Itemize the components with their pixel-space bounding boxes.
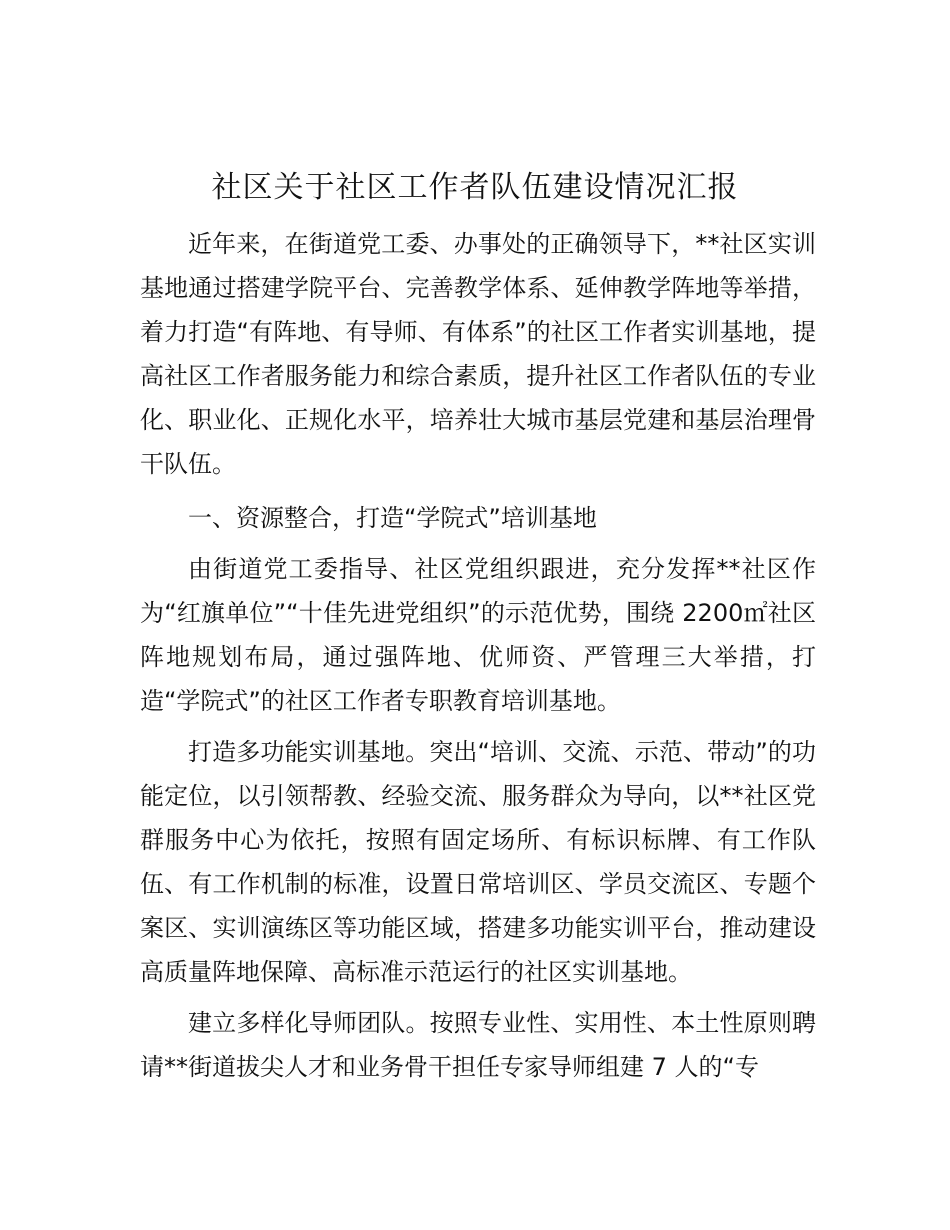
paragraph-intro: 近年来，在街道党工委、办事处的正确领导下，**社区实训基地通过搭建学院平台、完善教学体系、延伸教学阵地等举措，着力打造“有阵地、有导师、有体系”的社区工作者实训基地，提高社区工作者服务能力和综合素质，提升社区工作者队伍的专业化、职业化、正规化水平，培养壮大城市基层党建和基层治理骨干队伍。 bbox=[140, 230, 816, 478]
paragraph-mentor-team: 建立多样化导师团队。按照专业性、实用性、本土性原则聘请**街道拔尖人才和业务骨干担任专家导师组建 7 人的“专 bbox=[140, 1009, 816, 1081]
document-title: 社区关于社区工作者队伍建设情况汇报 bbox=[211, 170, 739, 205]
document-body bbox=[140, 222, 816, 1089]
paragraph-resource-integration: 由街道党工委指导、社区党组织跟进，充分发挥**社区作为“红旗单位”“十佳先进党组织”的示范优势，围绕 2200㎡社区阵地规划布局，通过强阵地、优师资、严管理三大举措，打造“学院式”的社区工作者专职教育培训基地。 bbox=[140, 555, 816, 715]
paragraph-training-base: 打造多功能实训基地。突出“培训、交流、示范、带动”的功能定位，以引领帮教、经验交流、服务群众为导向，以**社区党群服务中心为依托，按照有固定场所、有标识标牌、有工作队伍、有工作机制的标准，设置日常培训区、学员交流区、专题个案区、实训演练区等功能区域，搭建多功能实训平台，推动建设高质量阵地保障、高标准示范运行的社区实训基地。 bbox=[140, 738, 816, 986]
section-heading-1: 一、资源整合，打造“学院式”培训基地 bbox=[188, 504, 597, 532]
